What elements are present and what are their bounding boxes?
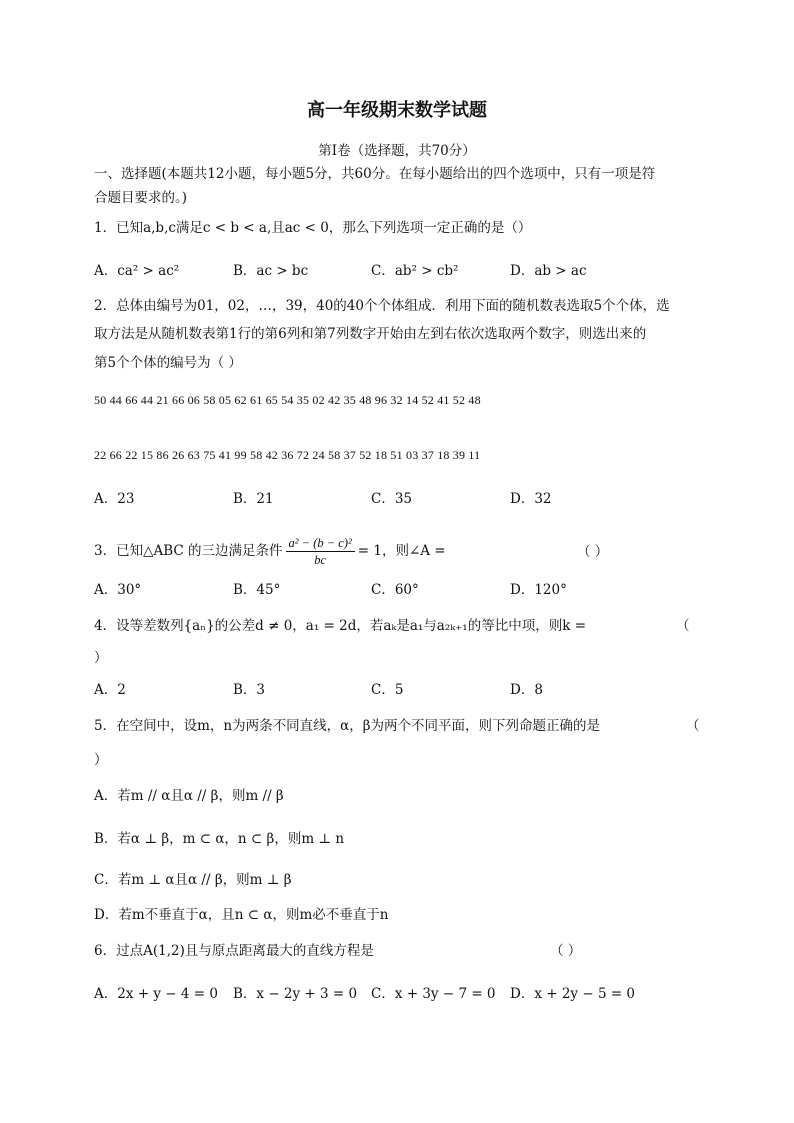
q2-stem-line1: 2．总体由编号为01，02，…，39，40的40个个体组成．利用下面的随机数表选取5个个体，选 — [94, 298, 670, 314]
q5-stem-line2: ） — [94, 752, 108, 768]
q6-stem: 6．过点A(1,2)且与原点距离最大的直线方程是 — [94, 943, 374, 959]
q3-fraction — [286, 535, 355, 568]
q6-option-d: D．x + 2y − 5 = 0 — [510, 986, 636, 1002]
random-number-table-row2: 22 66 22 15 86 26 63 75 41 99 58 42 36 72 24 58 37 52 18 51 03 37 18 39 11 — [94, 448, 481, 462]
q3-option-a: A．30° — [94, 582, 142, 598]
q1-option-b: B．ac > bc — [233, 263, 309, 279]
q1-option-d: D．ab > ac — [510, 263, 587, 279]
q1-option-a: A．ca² > ac² — [94, 263, 180, 279]
q1-option-c: C．ab² > cb² — [371, 263, 459, 279]
q4-option-c: C．5 — [371, 682, 404, 698]
q3-stem — [94, 534, 446, 568]
q1-stem: 1．已知a,b,c满足c < b < a,且ac < 0，那么下列选项一定正确的是（） — [94, 220, 532, 236]
q4-option-d: D．8 — [510, 682, 543, 698]
q4-stem-line1: 4．设等差数列{aₙ}的公差d ≠ 0，a₁ = 2d，若aₖ是a₁与a₂ₖ₊₁的等比中项，则k = — [94, 618, 587, 634]
part1-instructions-line2: 合题目要求的。) — [94, 190, 188, 206]
q3-option-b: B．45° — [233, 582, 281, 598]
q5-option-d: D．若m不垂直于α，且n ⊂ α，则m必不垂直于n — [94, 907, 389, 923]
q3-option-c: C．60° — [371, 582, 419, 598]
q5-option-c: C．若m ⊥ α且α // β，则m ⊥ β — [94, 872, 292, 888]
q2-option-a: A．23 — [94, 491, 135, 507]
q6-option-c: C．x + 3y − 7 = 0 — [371, 986, 496, 1002]
q4-stem-line2: ） — [94, 650, 108, 666]
q2-option-b: B．21 — [233, 491, 274, 507]
q3-option-d: D．120° — [510, 582, 567, 598]
q3-stem-pre: 3．已知△ABC 的三边满足条件 — [94, 543, 283, 559]
section-header: 第Ⅰ卷（选择题，共70分） — [318, 143, 476, 159]
q6-option-b: B．x − 2y + 3 = 0 — [233, 986, 358, 1002]
q5-option-b: B．若α ⊥ β，m ⊂ α，n ⊂ β，则m ⊥ n — [94, 831, 345, 847]
q3-stem-post: = 1，则∠A = — [357, 543, 446, 559]
q2-option-d: D．32 — [510, 491, 552, 507]
q6-answer-paren: （ ） — [550, 943, 582, 959]
q5-option-a: A．若m // α且α // β，则m // β — [94, 788, 284, 804]
q4-paren-open: （ — [676, 618, 690, 634]
q2-stem-line3: 第5个个体的编号为（ ） — [94, 355, 242, 371]
q3-fraction-numerator: a² − (b − c)² — [286, 535, 355, 552]
q5-stem-line1: 5．在空间中，设m，n为两条不同直线，α，β为两个不同平面，则下列命题正确的是 — [94, 718, 601, 734]
random-number-table-row1: 50 44 66 44 21 66 06 58 05 62 61 65 54 35 02 42 35 48 96 32 14 52 41 52 48 — [94, 393, 481, 407]
q6-option-a: A．2x + y − 4 = 0 — [94, 986, 218, 1002]
q4-option-b: B．3 — [233, 682, 266, 698]
q3-answer-paren: （ ） — [577, 544, 609, 560]
q2-stem-line2: 取方法是从随机数表第1行的第6列和第7列数字开始由左到右依次选取两个数字，则选出来的 — [94, 326, 647, 342]
part1-instructions-line1: 一、选择题(本题共12小题，每小题5分，共60分。在每小题给出的四个选项中，只有一项是符 — [94, 166, 656, 182]
q5-paren-open: （ — [686, 718, 700, 734]
q2-option-c: C．35 — [371, 491, 413, 507]
exam-title: 高一年级期末数学试题 — [307, 100, 487, 121]
q3-fraction-denominator: bc — [314, 553, 327, 567]
q4-option-a: A．2 — [94, 682, 126, 698]
